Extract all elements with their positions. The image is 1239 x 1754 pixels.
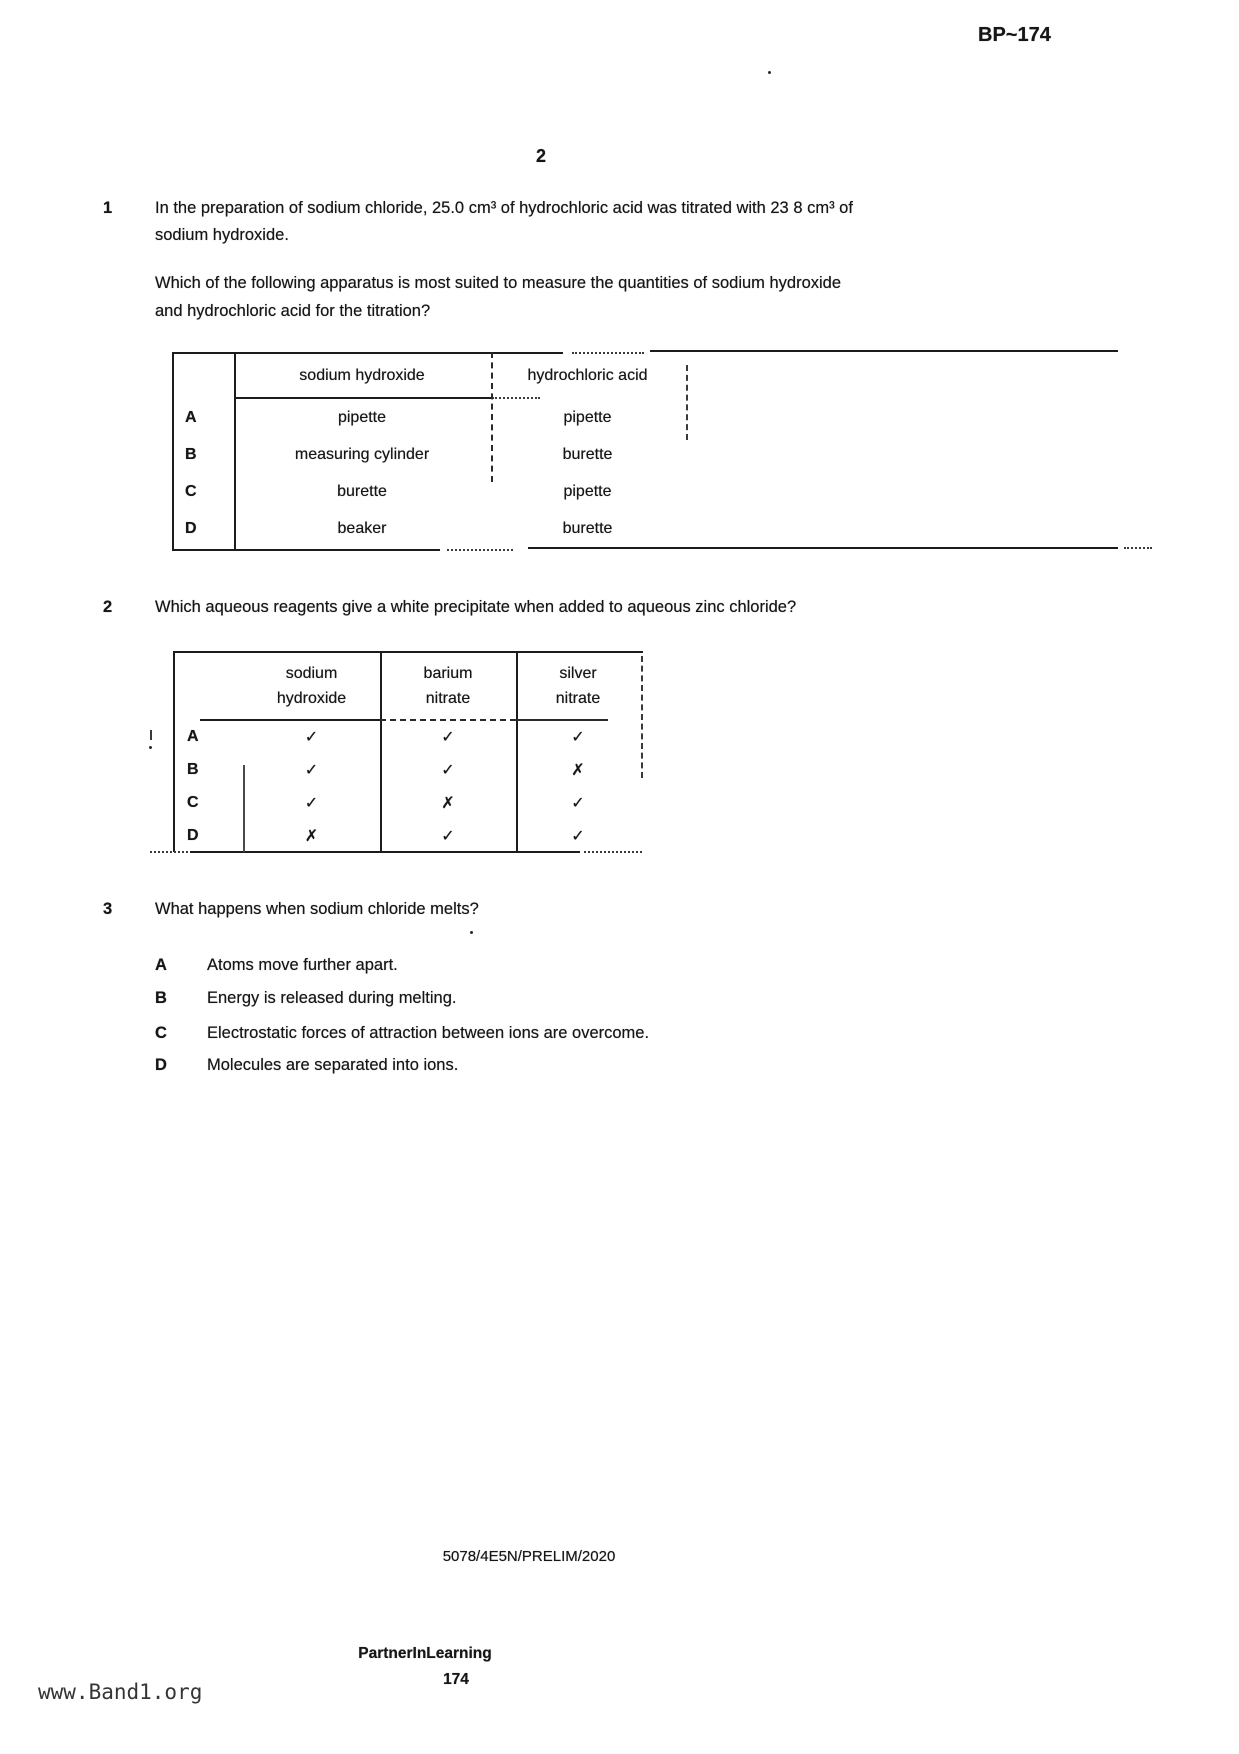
- table1-row-letter: D: [185, 519, 197, 537]
- check-mark: ✓: [571, 793, 585, 812]
- table2-header-barium-nitrate: [380, 652, 516, 720]
- table1-header-sodium-hydroxide: sodium hydroxide: [299, 367, 425, 384]
- header-line: nitrate: [425, 690, 471, 707]
- check-mark: ✓: [304, 727, 319, 746]
- table1-cell: pipette: [563, 482, 612, 500]
- scan-artifact-dot: [149, 746, 152, 749]
- check-mark: ✓: [441, 727, 455, 746]
- table1-row-letter: B: [185, 445, 197, 463]
- question-3-text: What happens when sodium chloride melts?: [155, 900, 479, 918]
- table1-cell: burette: [562, 519, 613, 537]
- table1-row-letter: A: [185, 408, 197, 426]
- option-text: Electrostatic forces of attraction between ions are overcome.: [207, 1024, 650, 1042]
- table2-row-letter: C: [187, 793, 199, 811]
- check-mark: ✓: [304, 793, 319, 812]
- question-1-stem-line-2: sodium hydroxide.: [155, 226, 289, 244]
- option-text: Energy is released during melting.: [207, 989, 457, 1007]
- check-mark: ✓: [571, 727, 585, 746]
- table1-right-fragment: [686, 365, 688, 440]
- table1-bottom-rule-dots: [447, 549, 513, 551]
- scan-artifact-dot: [470, 931, 473, 934]
- check-mark: ✓: [571, 826, 585, 845]
- option-letter: A: [155, 956, 167, 974]
- table1-cell: beaker: [337, 519, 387, 537]
- question-1-prompt-line-1: Which of the following apparatus is most suited to measure the quantities of sodium hydroxide: [155, 274, 842, 292]
- table1-cell: measuring cylinder: [294, 445, 430, 463]
- table2-row-letter: B: [187, 760, 199, 778]
- table2-header-sodium-hydroxide: [243, 652, 380, 720]
- question-1-stem-line-1: In the preparation of sodium chloride, 25.0 cm³ of hydrochloric acid was titrated with 23 8 cm³ of: [155, 199, 853, 217]
- question-2-text: Which aqueous reagents give a white precipitate when added to aqueous zinc chloride?: [155, 598, 797, 616]
- brand-text: PartnerInLearning: [358, 1645, 492, 1662]
- option-letter: C: [155, 1024, 167, 1042]
- table2-row-letter: D: [187, 826, 199, 844]
- question-3-number: 3: [103, 900, 113, 918]
- header-line: sodium: [285, 665, 338, 682]
- question-1-table: [172, 353, 685, 547]
- header-line: silver: [559, 665, 597, 682]
- cross-mark: ✗: [441, 793, 455, 812]
- option-text: Atoms move further apart.: [207, 956, 398, 974]
- page-number: 2: [536, 146, 547, 166]
- table1-top-rule-right: [650, 350, 1118, 352]
- table1-bottom-rule-right: [528, 547, 1118, 549]
- option-text: Molecules are separated into ions.: [207, 1056, 459, 1074]
- option-letter: B: [155, 989, 167, 1007]
- table1-bottom-rule-tail-dots: [1124, 547, 1152, 549]
- table2-right-fragment: [641, 656, 643, 778]
- scan-artifact-tick: [150, 730, 152, 740]
- table1-header-hydrochloric-acid: hydrochloric acid: [527, 367, 648, 384]
- check-mark: ✓: [441, 826, 455, 845]
- header-line: nitrate: [555, 690, 601, 707]
- option-letter: D: [155, 1056, 167, 1074]
- table1-corner-blank: [172, 353, 234, 399]
- table1-bottom-rule: [172, 549, 440, 551]
- scan-artifact-dot: [768, 71, 771, 74]
- check-mark: ✓: [304, 760, 319, 779]
- table1-row-letter: C: [185, 482, 197, 500]
- header-line: barium: [423, 665, 473, 682]
- table1-cell: pipette: [563, 408, 612, 426]
- check-mark: ✓: [441, 760, 455, 779]
- table1-cell: burette: [562, 445, 613, 463]
- footer-page-number: 174: [443, 1671, 469, 1688]
- paper-code: 5078/4E5N/PRELIM/2020: [442, 1548, 616, 1565]
- table2-corner-blank: [173, 652, 243, 720]
- question-2-number: 2: [103, 598, 113, 616]
- table1-cell: burette: [337, 482, 387, 500]
- question-1-prompt-line-2: and hydrochloric acid for the titration?: [155, 302, 431, 320]
- document-code: BP~174: [978, 24, 1051, 46]
- table2-row-letter: A: [187, 727, 199, 745]
- question-1-number: 1: [103, 199, 113, 217]
- watermark-url: www.Band1.org: [38, 1680, 203, 1704]
- table1-cell: pipette: [337, 408, 387, 426]
- table2-header-silver-nitrate: [516, 652, 640, 720]
- question-2-table: [173, 652, 640, 852]
- cross-mark: ✗: [571, 760, 585, 779]
- header-line: hydroxide: [276, 690, 347, 707]
- cross-mark: ✗: [304, 826, 319, 845]
